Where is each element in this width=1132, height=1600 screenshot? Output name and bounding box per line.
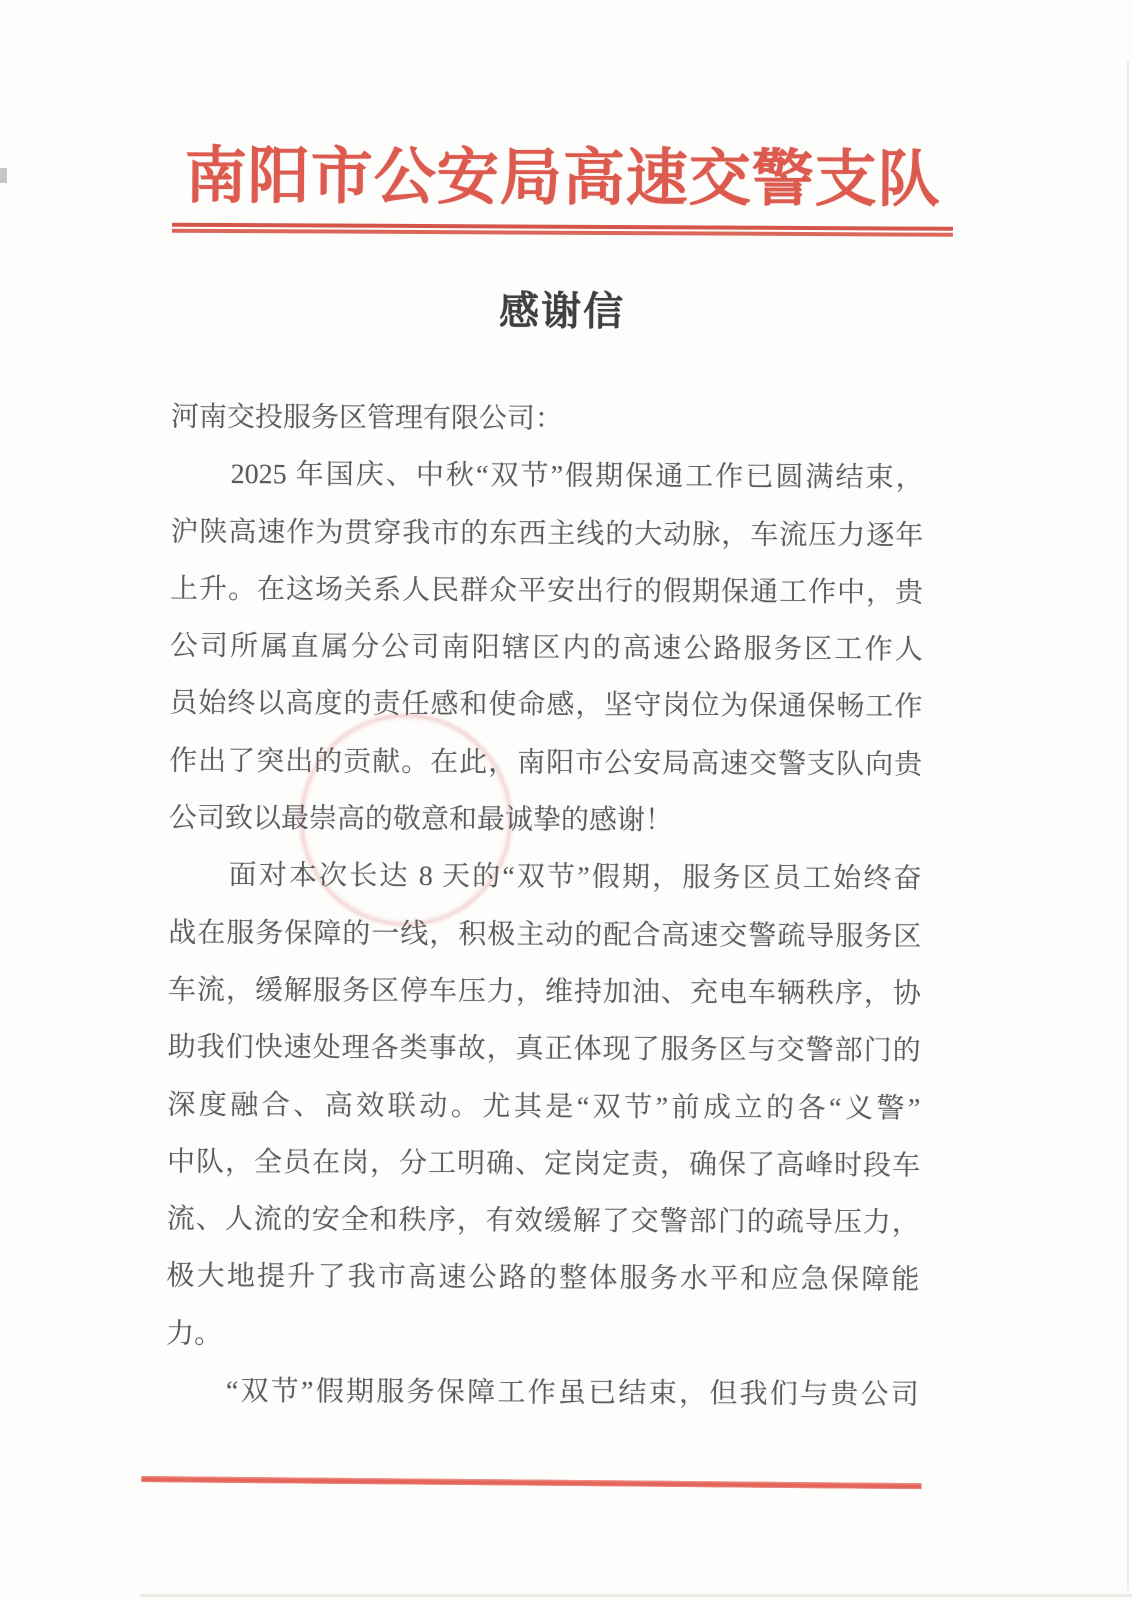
text-line: 深度融合、高效联动。尤其是“双节”前成立的各“义警” <box>167 1089 921 1125</box>
salutation-line: 河南交投服务区管理有限公司： <box>170 401 564 435</box>
text-line: 沪陕高速作为贯穿我市的东西主线的大动脉，车流压力逐年 <box>170 516 924 552</box>
page-edge-right <box>1127 60 1129 1590</box>
text-line: 中队，全员在岗，分工明确、定岗定责，确保了高峰时段车 <box>166 1146 921 1182</box>
letterhead-org-name: 南阳市公安局高速交警支队 <box>184 142 941 215</box>
footer-rule <box>141 1476 921 1489</box>
text-line: 公司所属直属分公司南阳辖区内的高速公路服务区工作人 <box>169 630 923 666</box>
page-edge-bottom <box>140 1594 1132 1597</box>
text-line: 面对本次长达 8 天的“双节”假期，服务区员工始终奋 <box>228 860 922 896</box>
scan-artifact-mark <box>0 168 7 183</box>
text-line: 公司致以最崇高的敬意和最诚挚的感谢！ <box>168 802 673 837</box>
text-line: 2025 年国庆、中秋“双节”假期保通工作已圆满结束， <box>230 459 924 494</box>
text-line: “双节”假期服务保障工作虽已结束，但我们与贵公司 <box>225 1376 919 1411</box>
text-line: 流、人流的安全和秩序，有效缓解了交警部门的疏导压力， <box>166 1203 920 1239</box>
text-line: 上升。在这场关系人民群众平安出行的假期保通工作中，贵 <box>169 573 924 609</box>
document-title: 感谢信 <box>498 288 626 335</box>
body-lines <box>166 389 924 1424</box>
text-line: 力。 <box>166 1318 223 1350</box>
text-line: 员始终以高度的责任感和使命感，坚守岗位为保通保畅工作 <box>169 688 923 724</box>
text-line: 作出了突出的贡献。在此，南阳市公安局高速交警支队向贵 <box>169 745 923 781</box>
text-line: 战在服务保障的一线，积极主动的配合高速交警疏导服务区 <box>168 917 922 953</box>
text-line: 助我们快速处理各类事故，真正体现了服务区与交警部门的 <box>167 1031 921 1067</box>
text-line: 极大地提升了我市高速公路的整体服务水平和应急保障能 <box>166 1261 920 1297</box>
text-line: 车流，缓解服务区停车压力，维持加油、充电车辆秩序，协 <box>167 974 922 1010</box>
letterhead-rule <box>172 223 953 237</box>
